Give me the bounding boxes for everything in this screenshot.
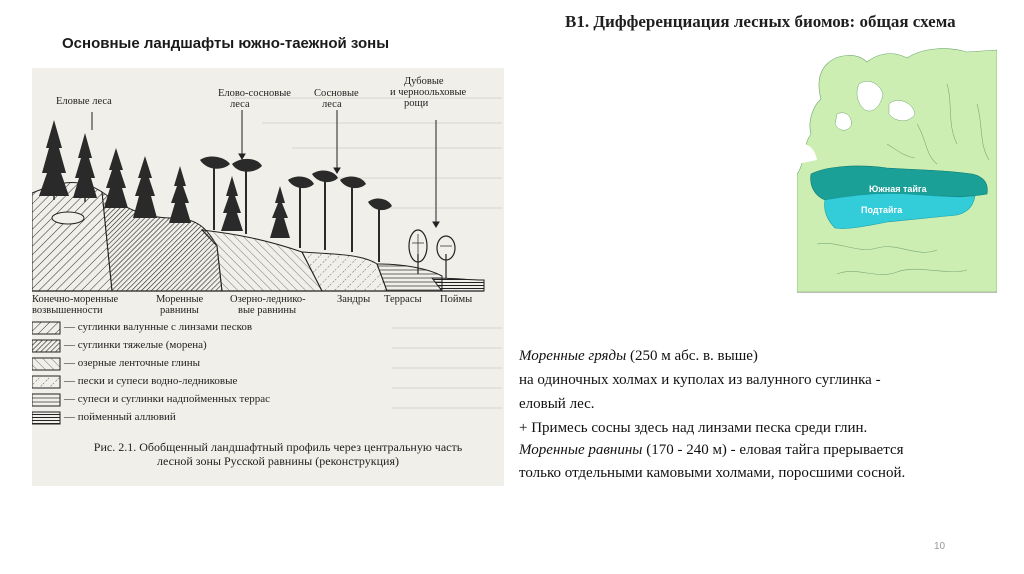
figure-caption-line2: лесной зоны Русской равнины (реконструкция) bbox=[157, 454, 399, 468]
legend-item: — суглинки тяжелые (морена) bbox=[64, 339, 207, 351]
landscape-profile-figure bbox=[32, 68, 504, 486]
map-label-south-taiga: Южная тайга bbox=[869, 184, 927, 194]
term-moraine-plains: Моренные равнины bbox=[519, 442, 643, 458]
term-moraine-ridges: Моренные гряды bbox=[519, 348, 627, 364]
text-line-3: еловый лес. bbox=[519, 396, 595, 412]
text-line-5-rest: (170 - 240 м) - еловая тайга прерывается bbox=[642, 442, 904, 458]
figure-caption bbox=[58, 440, 498, 468]
text-line-1 bbox=[519, 348, 758, 365]
label-upland-line2: возвышенности bbox=[32, 305, 103, 316]
text-line-6: только отдельными камовыми холмами, поросшими сосной. bbox=[519, 465, 906, 481]
label-floodplains: Поймы bbox=[440, 294, 473, 305]
label-oak-line1: Дубовые bbox=[404, 76, 444, 87]
map-drawing bbox=[797, 44, 997, 292]
left-section-title: Основные ландшафты южно-таежной зоны bbox=[62, 35, 390, 52]
label-lake-line2: вые равнины bbox=[238, 305, 297, 316]
label-pine-line1: Сосновые bbox=[314, 88, 359, 99]
legend-item: — пески и супеси водно-ледниковые bbox=[64, 375, 238, 387]
legend-item: — супеси и суглинки надпойменных террас bbox=[64, 393, 270, 405]
label-moraine-line2: равнины bbox=[160, 305, 199, 316]
text-line-1-rest: (250 м абс. в. выше) bbox=[626, 348, 758, 364]
label-spruce-pine-line2: леса bbox=[230, 99, 250, 110]
label-oak-line3: рощи bbox=[404, 98, 429, 109]
label-spruce-pine-line1: Елово-сосновые bbox=[218, 88, 291, 99]
label-spruce-forests: Еловые леса bbox=[56, 96, 112, 107]
label-sandr: Зандры bbox=[337, 294, 371, 305]
profile-drawing bbox=[32, 68, 504, 486]
text-line-2: на одиночных холмах и куполах из валунного суглинка - bbox=[519, 372, 881, 388]
label-oak-line2: и черноольховые bbox=[390, 87, 467, 98]
label-pine-line2: леса bbox=[322, 99, 342, 110]
biome-map bbox=[797, 44, 997, 293]
label-terraces: Террасы bbox=[384, 294, 422, 305]
page-number: 10 bbox=[934, 541, 946, 552]
legend-item: — пойменный аллювий bbox=[64, 411, 176, 423]
text-line-4: + Примесь сосны здесь над линзами песка среди глин. bbox=[519, 420, 868, 436]
legend-item: — озерные ленточные глины bbox=[64, 357, 201, 369]
slide-title: В1. Дифференциация лесных биомов: общая схема bbox=[565, 12, 956, 31]
legend-item: — суглинки валунные с линзами песков bbox=[64, 321, 253, 333]
map-label-subtaiga: Подтайга bbox=[861, 205, 903, 215]
figure-caption-line1: Рис. 2.1. Обобщенный ландшафтный профиль через центральную часть bbox=[93, 440, 463, 454]
label-upland-line1: Конечно-моренные bbox=[32, 294, 119, 305]
text-line-5 bbox=[519, 442, 904, 459]
label-moraine-line1: Моренные bbox=[156, 294, 204, 305]
label-lake-line1: Озерно-леднико- bbox=[230, 294, 306, 305]
